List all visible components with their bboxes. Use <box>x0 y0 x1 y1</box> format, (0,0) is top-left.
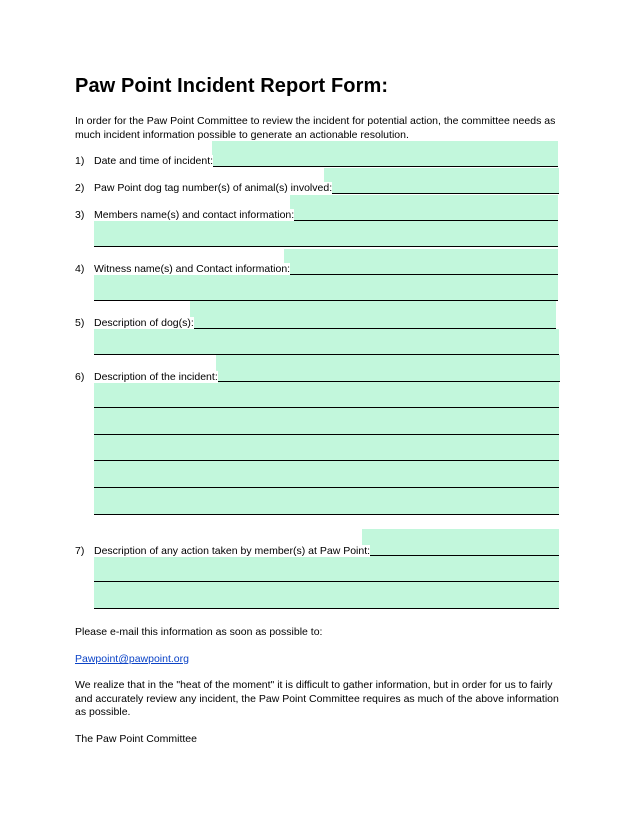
question-5-number: 5) <box>75 317 85 329</box>
members-contact-input[interactable] <box>290 195 558 220</box>
dog-description-field-line-1[interactable] <box>190 301 556 329</box>
question-3-number: 3) <box>75 209 85 221</box>
members-contact-field-line-2[interactable] <box>94 221 558 247</box>
members-contact-field-line-1[interactable] <box>290 195 558 221</box>
witness-contact-field-line-1[interactable] <box>284 249 558 275</box>
witness-contact-input[interactable] <box>284 249 558 274</box>
dog-tag-field[interactable] <box>324 168 559 194</box>
question-4-label: Witness name(s) and Contact information: <box>94 263 291 275</box>
intro-paragraph: In order for the Paw Point Committee to review the incident for potential action, the committee needs as much incident information possible to generate an actionable resolution. <box>75 115 556 141</box>
dog-description-field-line-2[interactable] <box>94 329 559 355</box>
date-time-input[interactable] <box>212 141 558 166</box>
email-link[interactable]: Pawpoint@pawpoint.org <box>75 653 189 665</box>
email-prompt: Please e-mail this information as soon as possible to: <box>75 626 323 638</box>
signature: The Paw Point Committee <box>75 733 197 745</box>
incident-description-field-line-5[interactable] <box>94 461 559 488</box>
action-taken-field-line-1[interactable] <box>362 529 559 556</box>
question-2-label: Paw Point dog tag number(s) of animal(s) involved: <box>94 182 333 194</box>
question-6-label: Description of the incident: <box>94 371 218 383</box>
action-taken-input[interactable] <box>362 529 559 555</box>
question-1-label: Date and time of incident: <box>94 155 214 167</box>
question-6-number: 6) <box>75 371 85 383</box>
action-taken-field-line-2[interactable] <box>94 556 559 582</box>
question-3-label: Members name(s) and contact information: <box>94 209 295 221</box>
question-2-number: 2) <box>75 182 85 194</box>
incident-description-field-line-1[interactable] <box>216 355 560 382</box>
incident-description-field-line-6[interactable] <box>94 488 559 515</box>
incident-description-input[interactable] <box>216 355 560 381</box>
question-4-number: 4) <box>75 263 85 275</box>
question-7-number: 7) <box>75 545 85 557</box>
closing-paragraph: We realize that in the "heat of the moment" it is difficult to gather information, but in order for us to fairly and accurately review any incident, the Paw Point Committee requires as much of the above information as possible. <box>75 679 559 718</box>
incident-description-field-line-2[interactable] <box>94 382 559 408</box>
action-taken-field-line-3[interactable] <box>94 582 559 609</box>
dog-description-input[interactable] <box>190 301 556 328</box>
witness-contact-field-line-2[interactable] <box>94 275 558 301</box>
question-7-label: Description of any action taken by member(s) at Paw Point: <box>94 545 371 557</box>
incident-description-field-line-4[interactable] <box>94 435 559 461</box>
dog-tag-input[interactable] <box>324 168 559 193</box>
incident-description-field-line-3[interactable] <box>94 408 559 435</box>
form-title: Paw Point Incident Report Form: <box>75 75 389 97</box>
question-1-number: 1) <box>75 155 85 167</box>
question-5-label: Description of dog(s): <box>94 317 194 329</box>
date-time-field[interactable] <box>212 141 558 167</box>
